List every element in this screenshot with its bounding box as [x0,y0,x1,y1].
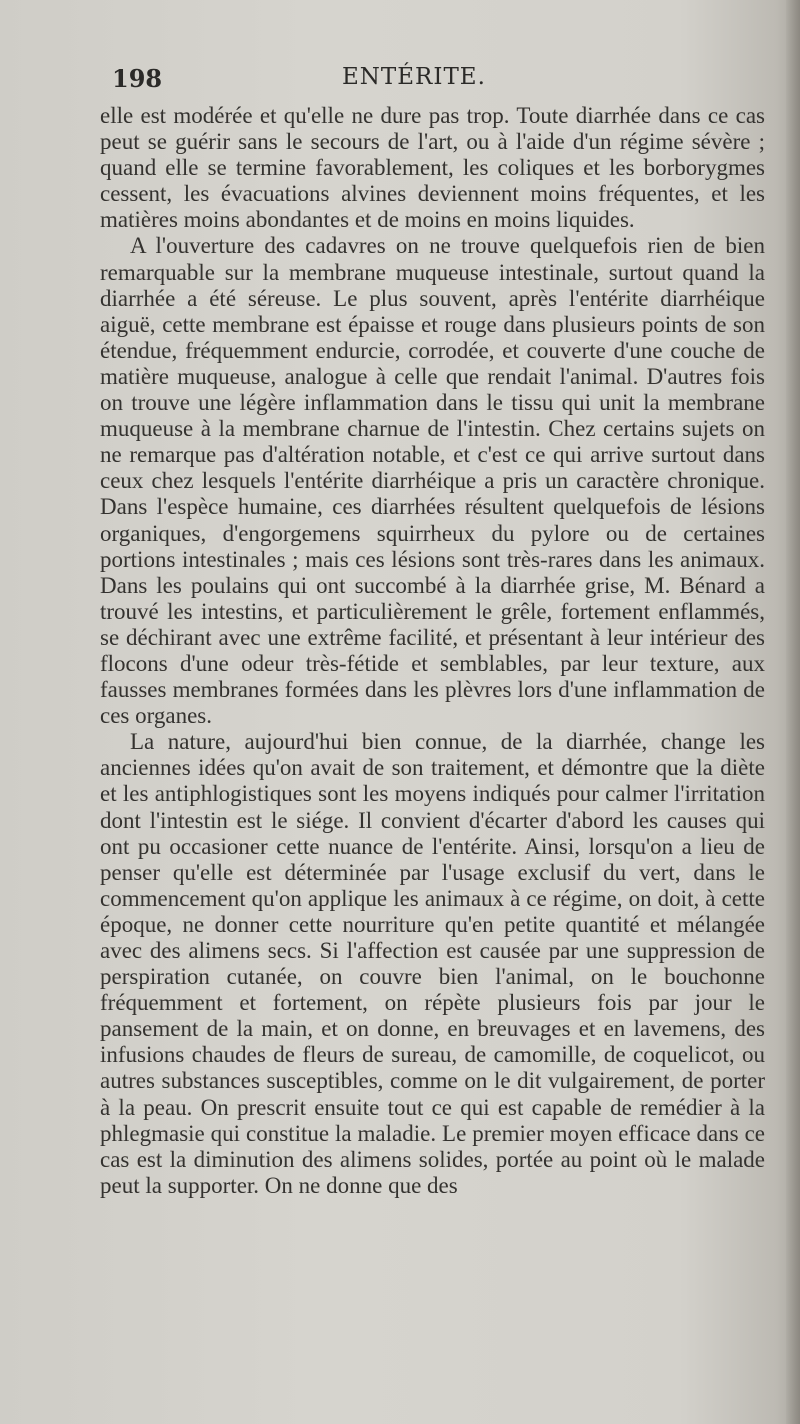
page-header [112,64,732,104]
body-text [100,103,765,1199]
page-edge-shadow [786,0,800,1424]
paragraph-autopsy: A l'ouverture des cadavres on ne trouve quelquefois rien de bien remarquable sur la membrane muqueuse intestinale, surtout quand la diarrhée a été séreuse. Le plus souvent, après l'entérite diarrhéique aiguë, cette membrane est épaisse et rouge dans plusieurs points de son étendue, fréquemment endurcie, corrodée, et couverte d'une couche de matière muqueuse, analogue à celle que rendait l'animal. D'autres fois on trouve une légère inflammation dans le tissu qui unit la membrane muqueuse à la membrane charnue de l'intestin. Chez certains sujets on ne remarque pas d'altération notable, et c'est ce qui arrive surtout dans ceux chez lesquels l'entérite diarrhéique a pris un caractère chronique. Dans l'espèce humaine, ces diarrhées résultent quelquefois de lésions organiques, d'engorgemens squirrheux du pylore ou de certaines portions intestinales ; mais ces lésions sont très-rares dans les animaux. Dans les poulains qui ont succombé à la diarrhée grise, M. Bénard a trouvé les intestins, et particulièrement le grêle, fortement enflammés, se déchirant avec une extrême facilité, et présentant à leur intérieur des flocons d'une odeur très-fétide et semblables, par leur texture, aux fausses membranes formées dans les plèvres lors d'une inflammation de ces organes. [100,233,765,729]
paragraph-continuation: elle est modérée et qu'elle ne dure pas trop. Toute diarrhée dans ce cas peut se guérir sans le secours de l'art, ou à l'aide d'un régime sévère ; quand elle se termine favorablement, les coliques et les borborygmes cessent, les évacuations alvines deviennent moins fréquentes, et les matières moins abondantes et de moins en moins liquides. [100,103,765,233]
running-title: ENTÉRITE. [342,64,486,90]
paragraph-treatment: La nature, aujourd'hui bien connue, de la diarrhée, change les anciennes idées qu'on avait de son traitement, et démontre que la diète et les antiphlogistiques sont les moyens indiqués pour calmer l'irritation dont l'intestin est le siége. Il convient d'écarter d'abord les causes qui ont pu occasioner cette nuance de l'entérite. Ainsi, lorsqu'on a lieu de penser qu'elle est déterminée par l'usage exclusif du vert, dans le commencement qu'on applique les animaux à ce régime, on doit, à cette époque, ne donner cette nourriture qu'en petite quantité et mélangée avec des alimens secs. Si l'affection est causée par une suppression de perspiration cutanée, on couvre bien l'animal, on le bouchonne fréquemment et fortement, on répète plusieurs fois par jour le pansement de la main, et on donne, en breuvages et en lavemens, des infusions chaudes de fleurs de sureau, de camomille, de coquelicot, ou autres substances susceptibles, comme on le dit vulgairement, de porter à la peau. On prescrit ensuite tout ce qui est capable de remédier à la phlegmasie qui constitue la maladie. Le premier moyen efficace dans ce cas est la diminution des alimens solides, portée au point où le malade peut la supporter. On ne donne que des [100,729,765,1198]
page-number: 198 [112,64,163,93]
